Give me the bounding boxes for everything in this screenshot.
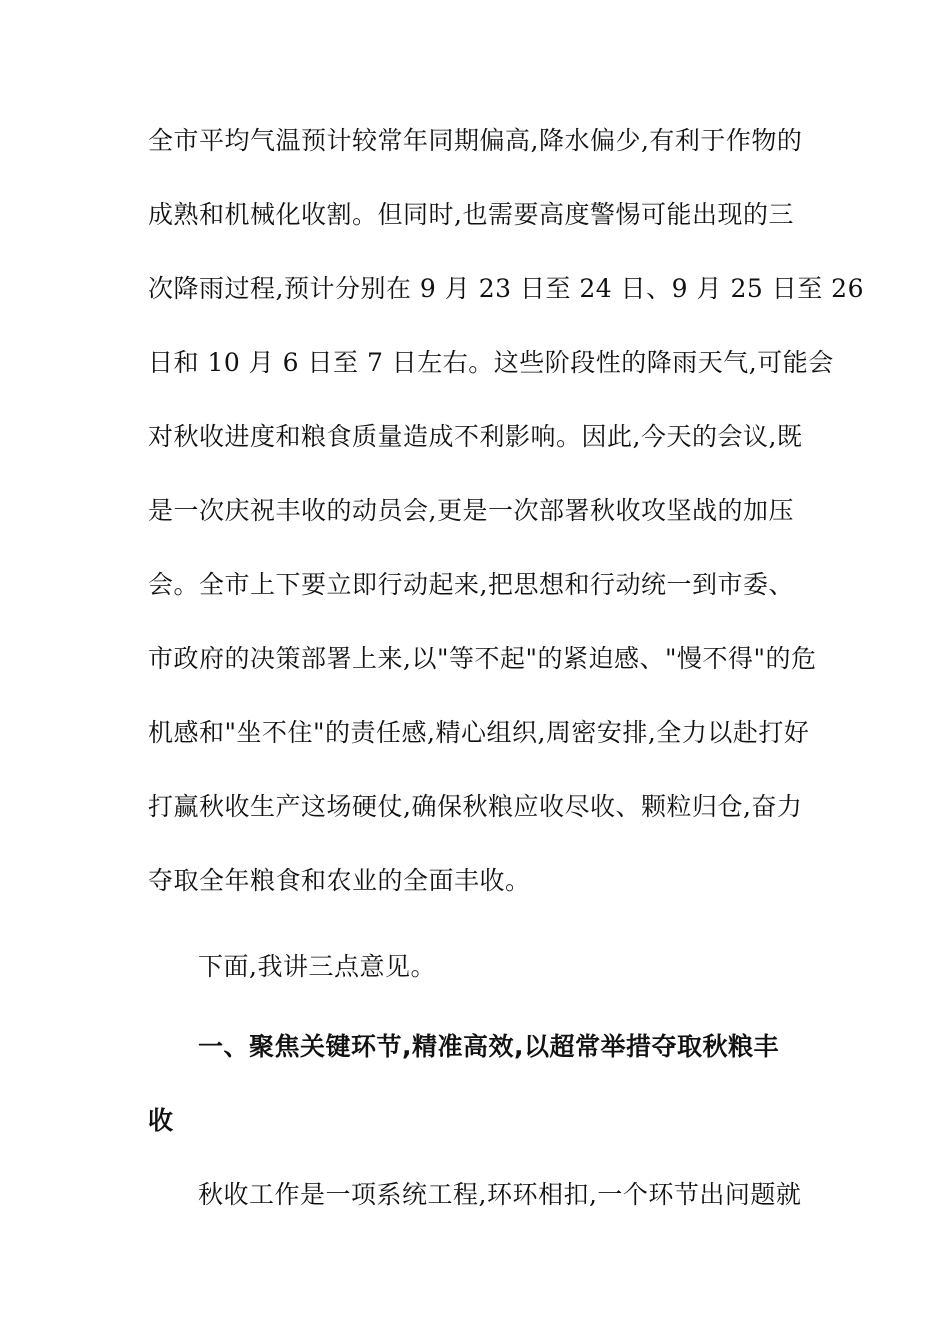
paragraph-line: 夺取全年粮食和农业的全面丰收。 bbox=[148, 866, 531, 895]
paragraph-line: 市政府的决策部署上来,以"等不起"的紧迫感、"慢不得"的危 bbox=[148, 644, 817, 673]
body-paragraph bbox=[148, 104, 864, 918]
paragraph-line: 全市平均气温预计较常年同期偏高,降水偏少,有利于作物的 bbox=[148, 126, 803, 155]
paragraph-line: 日和 10 月 6 日至 7 日左右。这些阶段性的降雨天气,可能会 bbox=[148, 348, 834, 377]
intro-paragraph bbox=[148, 930, 808, 1004]
paragraph-line: 成熟和机械化收割。但同时,也需要高度警惕可能出现的三 bbox=[148, 200, 794, 229]
paragraph-line: 打赢秋收生产这场硬仗,确保秋粮应收尽收、颗粒归仓,奋力 bbox=[148, 792, 803, 821]
paragraph-line: 下面,我讲三点意见。 bbox=[198, 952, 436, 981]
paragraph-line: 秋收工作是一项系统工程,环环相扣,一个环节出问题就 bbox=[198, 1180, 802, 1209]
paragraph-line: 对秋收进度和粮食质量造成不利影响。因此,今天的会议,既 bbox=[148, 422, 803, 451]
paragraph-line: 机感和"坐不住"的责任感,精心组织,周密安排,全力以赴打好 bbox=[148, 718, 810, 747]
heading-line: 收 bbox=[148, 1106, 174, 1135]
paragraph-line: 次降雨过程,预计分别在 9 月 23 日至 24 日、9 月 25 日至 26 bbox=[148, 274, 864, 303]
heading-line: 一、聚焦关键环节,精准高效,以超常举措夺取秋粮丰 bbox=[198, 1032, 779, 1061]
section-heading bbox=[148, 1010, 808, 1158]
paragraph-line: 是一次庆祝丰收的动员会,更是一次部署秋收攻坚战的加压 bbox=[148, 496, 794, 525]
body-paragraph bbox=[148, 1158, 808, 1232]
paragraph-line: 会。全市上下要立即行动起来,把思想和行动统一到市委、 bbox=[148, 570, 794, 599]
